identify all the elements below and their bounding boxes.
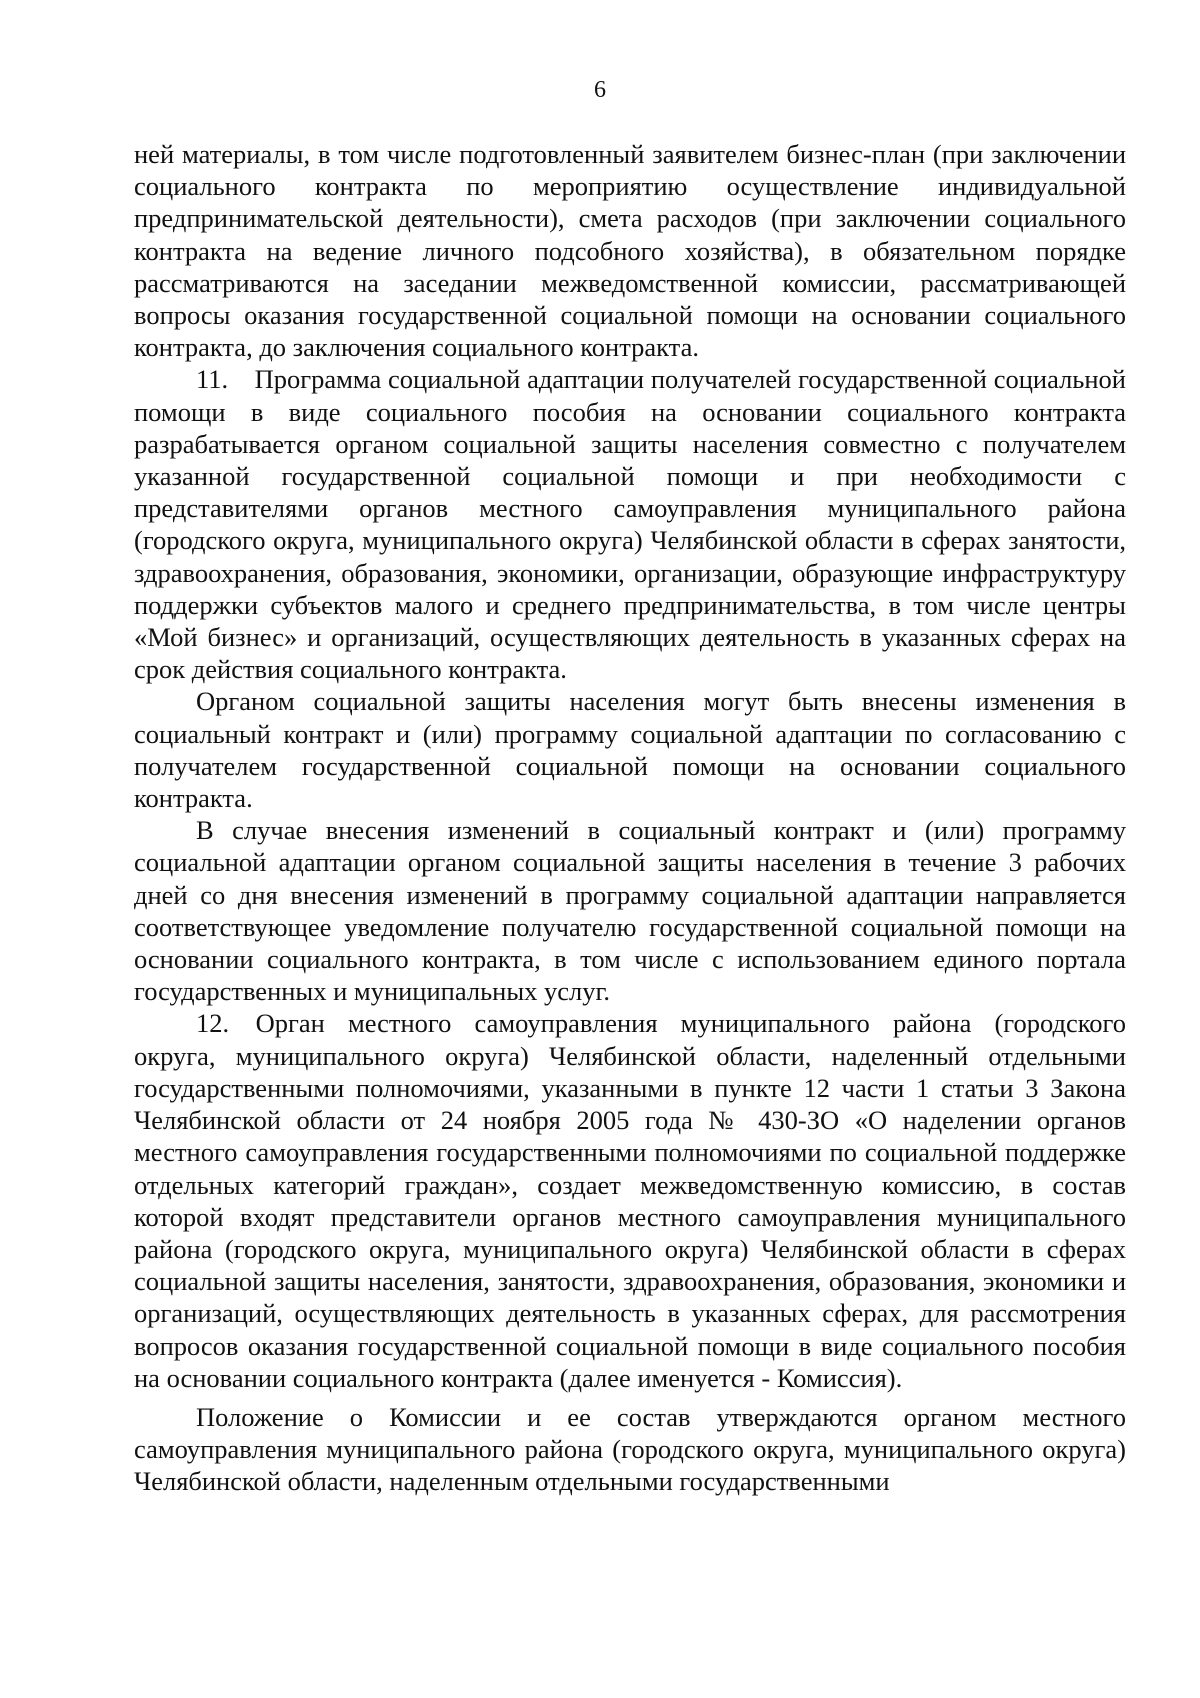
paragraph-commission-regulation: Положение о Комиссии и ее состав утверждаются органом местного самоуправления муниципального района (городского округа, муниципального округа) Челябинской области, наделенным отдельными государственными (134, 1401, 1126, 1497)
page-number: 6 (594, 77, 606, 103)
document-body (134, 138, 1126, 1498)
paragraph-continuation: ней материалы, в том числе подготовленный заявителем бизнес-план (при заключении социального контракта по мероприятию осуществление индивидуальной предпринимательской деятельности), смета расходов (при заключении социального контракта на ведение личного подсобного хозяйства), в обязательном порядке рассматриваются на заседании межведомственной комиссии, рассматривающей вопросы оказания государственной социальной помощи на основании социального контракта, до заключения социального контракта. (134, 139, 1126, 363)
paragraph-amendments: Органом социальной защиты населения могут быть внесены изменения в социальный контракт и (или) программу социальной адаптации по согласованию с получателем государственной социальной помощи на основании социального контракта. (134, 686, 1126, 814)
paragraph-notification: В случае внесения изменений в социальный контракт и (или) программу социальной адаптации органом социальной защиты населения в течение 3 рабочих дней со дня внесения изменений в программу социальной адаптации направляется соответствующее уведомление получателю государственной социальной помощи на основании социального контракта, в том числе с использованием единого портала государственных и муниципальных услуг. (134, 815, 1126, 1007)
paragraph-item-11: 11. Программа социальной адаптации получателей государственной социальной помощи в виде социального пособия на основании социального контракта разрабатывается органом социальной защиты населения совместно с получателем указанной государственной социальной помощи и при необходимости с представителями органов местного самоуправления муниципального района (городского округа, муниципального округа) Челябинской области в сферах занятости, здравоохранения, образования, экономики, организации, образующие инфраструктуру поддержки субъектов малого и среднего предпринимательства, в том числе центры «Мой бизнес» и организаций, осуществляющих деятельность в указанных сферах на срок действия социального контракта. (134, 364, 1126, 685)
paragraph-item-12: 12. Орган местного самоуправления муниципального района (городского округа, муниципального округа) Челябинской области, наделенный отдельными государственными полномочиями, указанными в пункте 12 части 1 статьи 3 Закона Челябинской области от 24 ноября 2005 года № 430-ЗО «О наделении органов местного самоуправления государственными полномочиями по социальной поддержке отдельных категорий граждан», создает межведомственную комиссию, в состав которой входят представители органов местного самоуправления муниципального района (городского округа, муниципального округа) Челябинской области в сферах социальной защиты населения, занятости, здравоохранения, образования, экономики и организаций, осуществляющих деятельность в указанных сферах, для рассмотрения вопросов оказания государственной социальной помощи в виде социального пособия на основании социального контракта (далее именуется - Комиссия). (134, 1008, 1126, 1393)
